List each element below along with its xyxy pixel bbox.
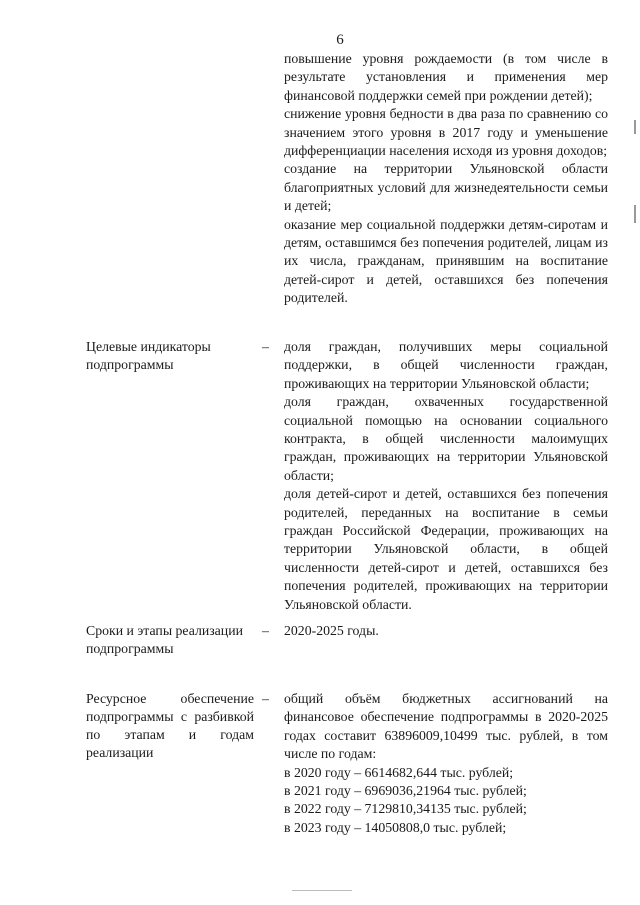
scan-edge-mark — [634, 120, 636, 134]
resources-year-line: в 2022 году – 7129810,34135 тыс. рублей; — [284, 801, 527, 817]
indicator-item: доля граждан, получивших меры социальной поддержки, в общей численности граждан, проживающих на территории Ульяновской области; — [284, 339, 608, 391]
task-item: повышение уровня рождаемости (в том числе в результате установления и применения мер финансовой поддержки семей при рождении детей); — [284, 51, 608, 103]
indicators-label: Целевые индикаторы подпрограммы — [86, 339, 211, 372]
resources-year-line: в 2020 году – 6614682,644 тыс. рублей; — [284, 764, 514, 780]
indicators-dash: – — [262, 339, 269, 354]
tasks-list — [284, 50, 608, 308]
resources-year-line: в 2023 году – 14050808,0 тыс. рублей; — [284, 819, 507, 835]
indicator-item: доля граждан, охваченных государственной социальной помощью на основании социального контракта, в общей численности малоимущих граждан, проживающих на территории Ульяновской области; — [284, 394, 608, 483]
resources-dash: – — [262, 691, 269, 706]
scan-edge-mark — [634, 205, 636, 223]
page-number: 6 — [336, 32, 344, 48]
indicator-item: доля детей-сирот и детей, оставшихся без попечения родителей, переданных на воспитание в семьи граждан Российской Федерации, проживающих на территории Ульяновской области, в общей численности детей-сирот и детей, оставшихся без попечения родителей, проживающих на территории Ульяновской области. — [284, 486, 608, 612]
terms-value — [284, 622, 608, 640]
terms-label: Сроки и этапы реализации подпрограммы — [86, 623, 243, 656]
resources-label: Ресурсное обеспечение подпрограммы с разбивкой по этапам и годам реализации — [86, 691, 254, 760]
resources-intro: общий объём бюджетных ассигнований на финансовое обеспечение подпрограммы в 2020-2025 годах составит 63896009,10499 тыс. рублей, в том числе по годам: — [284, 691, 608, 762]
terms-dash: – — [262, 623, 269, 638]
resources-content — [284, 690, 608, 837]
task-item: оказание мер социальной поддержки детям-сиротам и детям, оставшимся без попечения родителей, лицам из их числа, гражданам, принявшим на воспитание детей-сирот и детей, оставшихся без попечения родителей. — [284, 216, 608, 306]
resources-year-line: в 2021 году – 6969036,21964 тыс. рублей; — [284, 783, 527, 799]
indicators-list — [284, 338, 608, 614]
task-item: снижение уровня бедности в два раза по сравнению со значением этого уровня в 2017 году и уменьшение дифференциации населения исходя из уровня доходов; — [284, 106, 608, 159]
task-item: создание на территории Ульяновской области благоприятных условий для жизнедеятельности семьи и детей; — [284, 161, 608, 214]
scan-speck — [292, 890, 352, 891]
terms-text: 2020-2025 годы. — [284, 623, 379, 638]
